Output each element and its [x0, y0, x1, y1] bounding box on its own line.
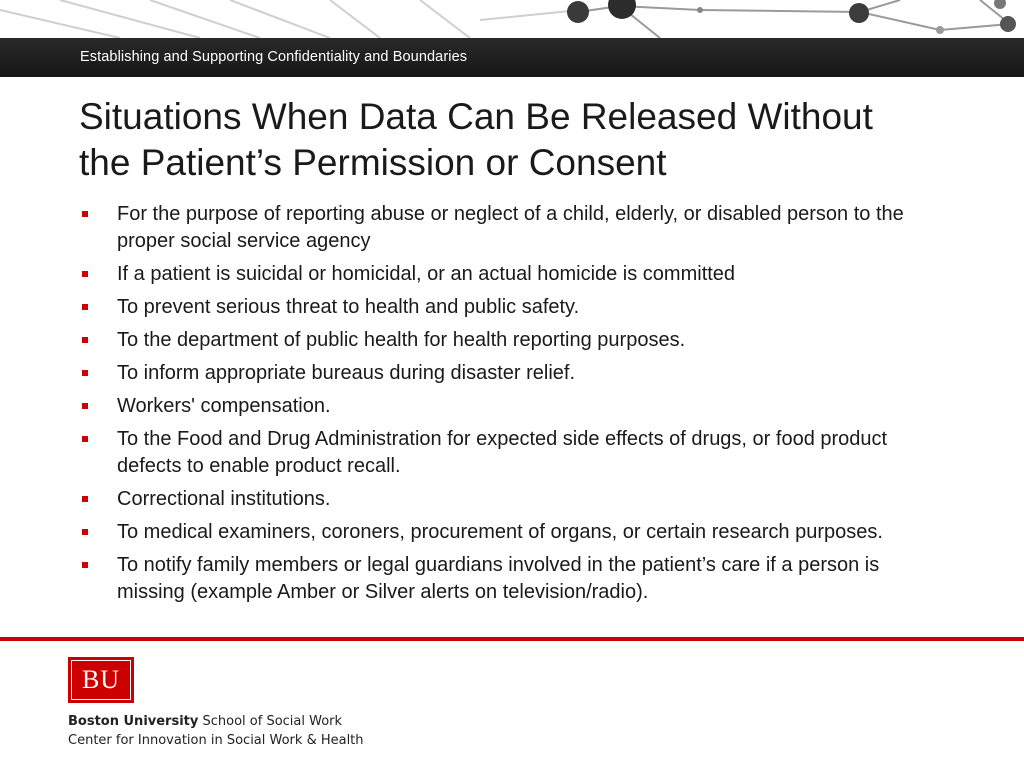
- square-bullet-icon: [82, 271, 88, 277]
- square-bullet-icon: [82, 562, 88, 568]
- header-bar: [0, 38, 1024, 77]
- list-item: [80, 294, 940, 321]
- footer-institution: [68, 714, 342, 729]
- bullet-text: To medical examiners, coroners, procurement of organs, or certain research purposes.: [117, 521, 883, 543]
- bu-logo: [68, 657, 134, 703]
- school-name: School of Social Work: [202, 714, 343, 729]
- bullet-text: To notify family members or legal guardians involved in the patient’s care if a person is missing (example Amber or Silver alerts on television/radio).: [117, 554, 880, 603]
- square-bullet-icon: [82, 436, 88, 442]
- list-item: [80, 327, 940, 354]
- university-name: Boston University: [68, 714, 199, 729]
- list-item: [80, 486, 940, 513]
- slide-title-line-2: the Patient’s Permission or Consent: [79, 142, 667, 183]
- square-bullet-icon: [82, 529, 88, 535]
- square-bullet-icon: [82, 211, 88, 217]
- bullet-text: To the Food and Drug Administration for expected side effects of drugs, or food product defects to enable product recall.: [117, 428, 888, 477]
- bullet-text: For the purpose of reporting abuse or neglect of a child, elderly, or disabled person to the proper social service agency: [117, 203, 904, 252]
- network-nodes-graphic: [0, 0, 1024, 38]
- list-item: [80, 201, 940, 255]
- bullet-text: To the department of public health for health reporting purposes.: [117, 329, 686, 351]
- network-graphic-banner: [0, 0, 1024, 38]
- list-item: [80, 261, 940, 288]
- list-item: [80, 360, 940, 387]
- slide-title: [79, 94, 979, 186]
- square-bullet-icon: [82, 496, 88, 502]
- slide-title-line-1: Situations When Data Can Be Released Without: [79, 96, 873, 137]
- section-title: Establishing and Supporting Confidentiality and Boundaries: [80, 49, 468, 65]
- bullet-text: To inform appropriate bureaus during disaster relief.: [117, 362, 576, 384]
- square-bullet-icon: [82, 304, 88, 310]
- bullet-text: Workers' compensation.: [117, 395, 331, 417]
- list-item: [80, 393, 940, 420]
- list-item: [80, 552, 940, 606]
- square-bullet-icon: [82, 337, 88, 343]
- list-item: [80, 519, 940, 546]
- square-bullet-icon: [82, 370, 88, 376]
- bullet-text: To prevent serious threat to health and public safety.: [117, 296, 580, 318]
- footer-divider: [0, 637, 1024, 641]
- bu-logo-text: BU: [71, 660, 131, 700]
- footer-center-name: Center for Innovation in Social Work & Health: [68, 733, 364, 748]
- list-item: [80, 426, 940, 480]
- bullet-text: If a patient is suicidal or homicidal, or an actual homicide is committed: [117, 263, 736, 285]
- square-bullet-icon: [82, 403, 88, 409]
- bullet-list: [80, 201, 940, 612]
- bullet-text: Correctional institutions.: [117, 488, 331, 510]
